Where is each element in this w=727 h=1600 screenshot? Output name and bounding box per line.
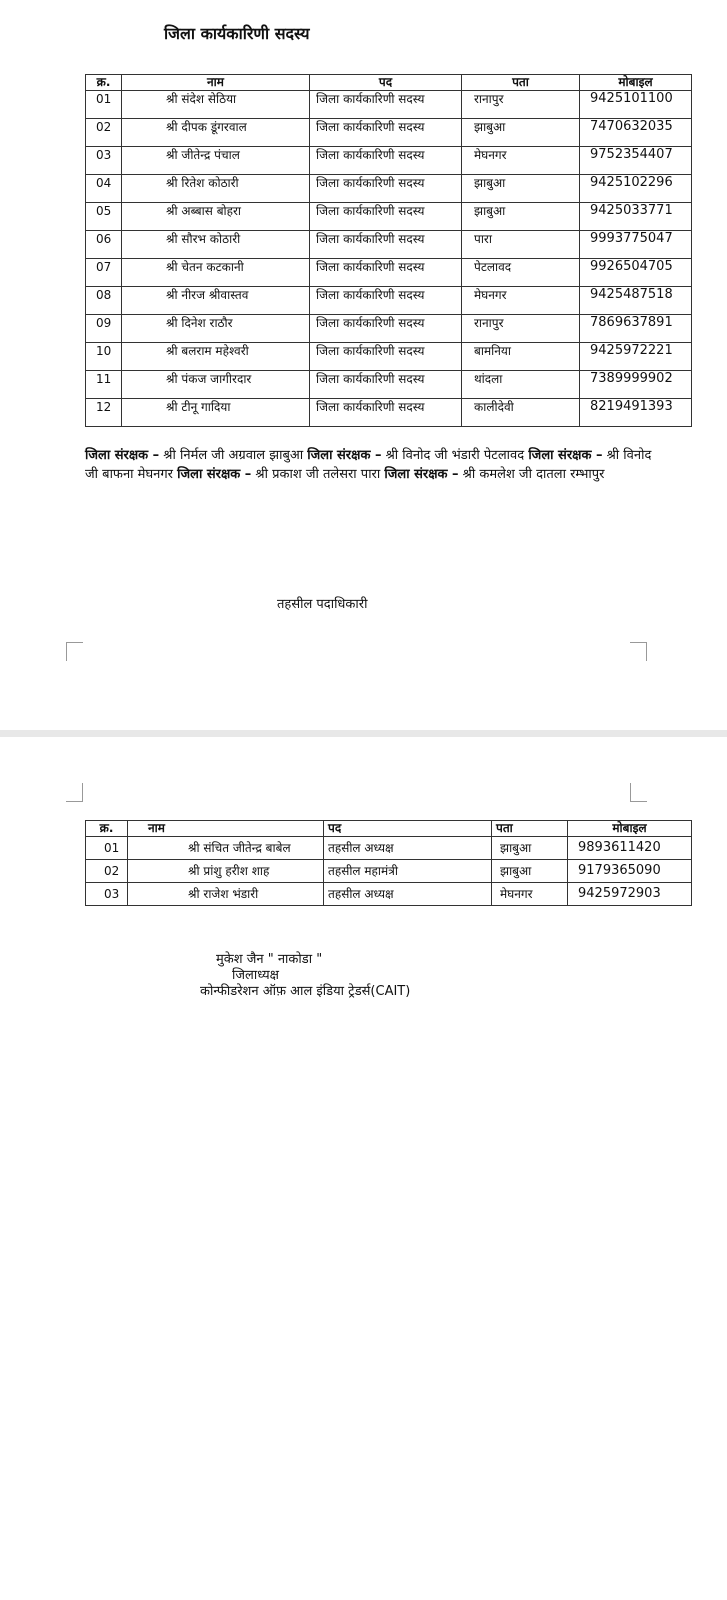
col-header-address: पता — [462, 75, 580, 91]
cell-address: बामनिया — [462, 343, 580, 371]
cell-serial: 02 — [86, 860, 128, 883]
cell-address: मेघनगर — [462, 287, 580, 315]
cell-post: जिला कार्यकारिणी सदस्य — [310, 175, 462, 203]
cell-address: थांदला — [462, 371, 580, 399]
table-row — [86, 399, 692, 427]
patron-label: जिला संरक्षक – — [307, 448, 382, 463]
cell-name: श्री रितेश कोठारी — [122, 175, 310, 203]
cell-name: श्री बलराम महेश्वरी — [122, 343, 310, 371]
cell-post: जिला कार्यकारिणी सदस्य — [310, 119, 462, 147]
cell-address: पेटलावद — [462, 259, 580, 287]
cell-post: तहसील अध्यक्ष — [324, 883, 492, 906]
patron-label: जिला संरक्षक – — [85, 448, 160, 463]
cell-post: जिला कार्यकारिणी सदस्य — [310, 259, 462, 287]
cell-name: श्री पंकज जागीरदार — [122, 371, 310, 399]
cell-name: श्री नीरज श्रीवास्तव — [122, 287, 310, 315]
table-row — [86, 371, 692, 399]
cell-name: श्री सौरभ कोठारी — [122, 231, 310, 259]
cell-post: जिला कार्यकारिणी सदस्य — [310, 315, 462, 343]
table-row — [86, 837, 692, 860]
cell-mobile: 9893611420 — [568, 837, 692, 860]
cell-post: जिला कार्यकारिणी सदस्य — [310, 287, 462, 315]
patron-label: जिला संरक्षक – — [384, 467, 459, 482]
table-header-row — [86, 75, 692, 91]
cell-address: मेघनगर — [492, 883, 568, 906]
signature-block — [200, 952, 410, 1000]
cell-serial: 03 — [86, 147, 122, 175]
patron-entry: श्री विनोद जी भंडारी पेटलावद — [381, 448, 529, 463]
table-row — [86, 287, 692, 315]
signatory-name: मुकेश जैन " नाकोडा " — [216, 952, 323, 967]
page-corner-mark — [66, 783, 83, 802]
page-title: जिला कार्यकारिणी सदस्य — [164, 24, 310, 43]
col-header-serial: क्र. — [86, 75, 122, 91]
cell-serial: 01 — [86, 837, 128, 860]
table-row — [86, 315, 692, 343]
table-row — [86, 175, 692, 203]
table-row — [86, 119, 692, 147]
cell-name: श्री प्रांशु हरीश शाह — [128, 860, 324, 883]
cell-post: जिला कार्यकारिणी सदस्य — [310, 399, 462, 427]
cell-post: जिला कार्यकारिणी सदस्य — [310, 371, 462, 399]
cell-mobile: 9425101100 — [580, 91, 692, 119]
patron-label: जिला संरक्षक – — [528, 448, 603, 463]
cell-mobile: 7389999902 — [580, 371, 692, 399]
cell-serial: 09 — [86, 315, 122, 343]
page-corner-mark — [66, 642, 83, 661]
cell-post: जिला कार्यकारिणी सदस्य — [310, 147, 462, 175]
col-header-address: पता — [492, 821, 568, 837]
cell-serial: 08 — [86, 287, 122, 315]
cell-name: श्री टीनू गादिया — [122, 399, 310, 427]
cell-address: मेघनगर — [462, 147, 580, 175]
cell-address: झाबुआ — [462, 175, 580, 203]
col-header-name: नाम — [122, 75, 310, 91]
cell-post: जिला कार्यकारिणी सदस्य — [310, 231, 462, 259]
cell-serial: 02 — [86, 119, 122, 147]
table-row — [86, 343, 692, 371]
cell-name: श्री संदेश सेठिया — [122, 91, 310, 119]
cell-serial: 11 — [86, 371, 122, 399]
cell-post: जिला कार्यकारिणी सदस्य — [310, 343, 462, 371]
patrons-paragraph — [85, 446, 655, 484]
cell-serial: 06 — [86, 231, 122, 259]
col-header-post: पद — [310, 75, 462, 91]
cell-mobile: 9752354407 — [580, 147, 692, 175]
cell-address: झाबुआ — [492, 860, 568, 883]
cell-post: जिला कार्यकारिणी सदस्य — [310, 91, 462, 119]
cell-address: झाबुआ — [492, 837, 568, 860]
table-row — [86, 203, 692, 231]
col-header-name: नाम — [128, 821, 324, 837]
cell-serial: 05 — [86, 203, 122, 231]
cell-name: श्री राजेश भंडारी — [128, 883, 324, 906]
tehsil-subheading: तहसील पदाधिकारी — [277, 597, 368, 612]
cell-mobile: 9425102296 — [580, 175, 692, 203]
patron-label: जिला संरक्षक – — [177, 467, 252, 482]
cell-mobile: 9425033771 — [580, 203, 692, 231]
cell-serial: 12 — [86, 399, 122, 427]
cell-post: तहसील महामंत्री — [324, 860, 492, 883]
table-row — [86, 860, 692, 883]
col-header-mobile: मोबाइल — [580, 75, 692, 91]
cell-serial: 10 — [86, 343, 122, 371]
patron-entry: श्री प्रकाश जी तलेसरा पारा — [251, 467, 385, 482]
cell-address: रानापुर — [462, 91, 580, 119]
patron-entry: श्री विनोद जी बाफना मेघनगर — [85, 448, 652, 482]
cell-mobile: 9926504705 — [580, 259, 692, 287]
signatory-organization: कोन्फीडरेशन ऑफ़ आल इंडिया ट्रेडर्स(CAIT) — [200, 984, 411, 999]
cell-address: कालीदेवी — [462, 399, 580, 427]
document-page-1 — [0, 0, 727, 730]
table-row — [86, 91, 692, 119]
cell-serial: 04 — [86, 175, 122, 203]
patron-entry: श्री निर्मल जी अग्रवाल झाबुआ — [159, 448, 308, 463]
table-row — [86, 259, 692, 287]
cell-mobile: 8219491393 — [580, 399, 692, 427]
patron-entry: श्री कमलेश जी दातला रम्भापुर — [458, 467, 605, 482]
cell-post: तहसील अध्यक्ष — [324, 837, 492, 860]
cell-name: श्री जीतेन्द्र पंचाल — [122, 147, 310, 175]
cell-mobile: 9179365090 — [568, 860, 692, 883]
cell-name: श्री चेतन कटकानी — [122, 259, 310, 287]
col-header-post: पद — [324, 821, 492, 837]
cell-mobile: 7470632035 — [580, 119, 692, 147]
cell-mobile: 9425972903 — [568, 883, 692, 906]
cell-name: श्री दिनेश राठौर — [122, 315, 310, 343]
cell-name: श्री दीपक डूंगरवाल — [122, 119, 310, 147]
table-row — [86, 231, 692, 259]
page-corner-mark — [630, 783, 647, 802]
cell-serial: 01 — [86, 91, 122, 119]
cell-post: जिला कार्यकारिणी सदस्य — [310, 203, 462, 231]
col-header-serial: क्र. — [86, 821, 128, 837]
tehsil-officers-table — [85, 820, 692, 906]
cell-mobile: 9993775047 — [580, 231, 692, 259]
table-row — [86, 883, 692, 906]
cell-name: श्री संचित जीतेन्द्र बाबेल — [128, 837, 324, 860]
signatory-designation: जिलाध्यक्ष — [232, 968, 279, 983]
table-header-row — [86, 821, 692, 837]
page-separator — [0, 730, 727, 737]
cell-mobile: 7869637891 — [580, 315, 692, 343]
cell-mobile: 9425972221 — [580, 343, 692, 371]
cell-name: श्री अब्बास बोहरा — [122, 203, 310, 231]
cell-address: पारा — [462, 231, 580, 259]
cell-address: झाबुआ — [462, 203, 580, 231]
table-row — [86, 147, 692, 175]
cell-serial: 03 — [86, 883, 128, 906]
cell-address: रानापुर — [462, 315, 580, 343]
cell-mobile: 9425487518 — [580, 287, 692, 315]
district-members-table — [85, 74, 692, 427]
cell-address: झाबुआ — [462, 119, 580, 147]
col-header-mobile: मोबाइल — [568, 821, 692, 837]
page-corner-mark — [630, 642, 647, 661]
cell-serial: 07 — [86, 259, 122, 287]
